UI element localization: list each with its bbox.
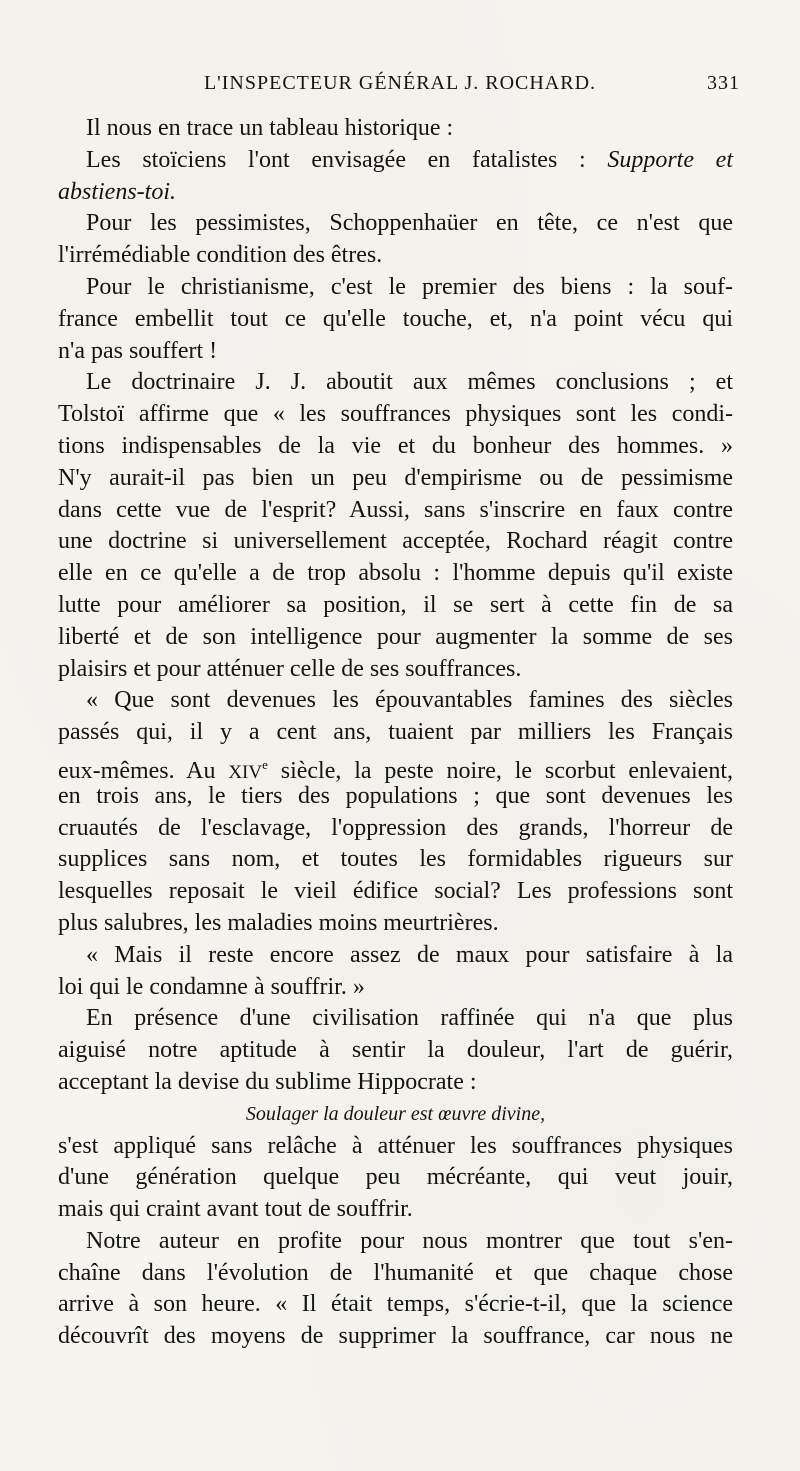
text-line: elle en ce qu'elle a de trop absolu : l'homme depuis qu'il existe: [58, 560, 733, 587]
text-line: l'irrémédiable condition des êtres.: [58, 242, 383, 269]
running-title: L'INSPECTEUR GÉNÉRAL J. ROCHARD.: [203, 72, 597, 94]
text-line: n'a pas souffert !: [58, 337, 218, 364]
text-line: arrive à son heure. « Il était temps, s'écrie-t-il, que la science: [58, 1291, 733, 1318]
text-line: en trois ans, le tiers des populations ; que sont devenues les: [58, 782, 733, 809]
text-line: Notre auteur en profite pour nous montrer que tout s'en-: [86, 1227, 733, 1254]
text-line: découvrît des moyens de supprimer la souffrance, car nous ne: [58, 1323, 733, 1350]
text-line: france embellit tout ce qu'elle touche, et, n'a point vécu qui: [58, 305, 733, 332]
text-line: acceptant la devise du sublime Hippocrate :: [58, 1068, 477, 1095]
body-text: [58, 113, 733, 1353]
text-line: une doctrine si universellement acceptée, Rochard réagit contre: [58, 528, 733, 555]
text-line: plus salubres, les maladies moins meurtrières.: [58, 909, 499, 936]
running-head: [60, 72, 740, 100]
text-line: plaisirs et pour atténuer celle de ses souffrances.: [58, 655, 522, 682]
text-line: s'est appliqué sans relâche à atténuer les souffrances physiques: [58, 1132, 733, 1159]
text-line: supplices sans nom, et toutes les formidables rigueurs sur: [58, 846, 733, 873]
text-line: tions indispensables de la vie et du bonheur des hommes. »: [58, 432, 733, 459]
text-line: Tolstoï affirme que « les souffrances physiques sont les condi-: [58, 401, 733, 428]
text-line: d'une génération quelque peu mécréante, qui veut jouir,: [58, 1164, 733, 1191]
text-line: abstiens-toi.: [58, 178, 176, 205]
text-line: « Mais il reste encore assez de maux pour satisfaire à la: [86, 941, 733, 968]
text-line: lesquelles reposait le vieil édifice social? Les professions sont: [58, 878, 733, 905]
text-line: Pour les pessimistes, Schoppenhaüer en tête, ce n'est que: [86, 210, 733, 237]
text-line: En présence d'une civilisation raffinée qui n'a que plus: [86, 1005, 733, 1032]
text-line: Les stoïciens l'ont envisagée en fatalistes : Supporte et: [86, 146, 733, 173]
text-line: Pour le christianisme, c'est le premier des biens : la souf-: [86, 273, 733, 300]
text-line: N'y aurait-il pas bien un peu d'empirisme ou de pessimisme: [58, 464, 733, 491]
page-number: 331: [707, 72, 740, 94]
text-line: Le doctrinaire J. J. aboutit aux mêmes conclusions ; et: [86, 369, 733, 396]
text-line: aiguisé notre aptitude à sentir la douleur, l'art de guérir,: [58, 1037, 733, 1064]
text-line: Il nous en trace un tableau historique :: [86, 115, 454, 141]
text-line: passés qui, il y a cent ans, tuaient par milliers les Français: [58, 719, 733, 746]
text-line: cruautés de l'esclavage, l'oppression des grands, l'horreur de: [58, 814, 733, 841]
text-line: mais qui craint avant tout de souffrir.: [58, 1196, 413, 1223]
quotation-line: Soulager la douleur est œuvre divine,: [245, 1102, 546, 1125]
text-line: loi qui le condamne à souffrir. »: [58, 973, 365, 1000]
text-line: lutte pour améliorer sa position, il se sert à cette fin de sa: [58, 591, 733, 618]
text-line: eux-mêmes. Au XIVe siècle, la peste noire, le scorbut enlevaient,: [58, 756, 733, 784]
text-line: dans cette vue de l'esprit? Aussi, sans s'inscrire en faux contre: [58, 496, 733, 523]
text-line: « Que sont devenues les épouvantables famines des siècles: [86, 687, 733, 714]
text-line: chaîne dans l'évolution de l'humanité et que chaque chose: [58, 1259, 733, 1286]
text-line: liberté et de son intelligence pour augmenter la somme de ses: [58, 623, 733, 650]
